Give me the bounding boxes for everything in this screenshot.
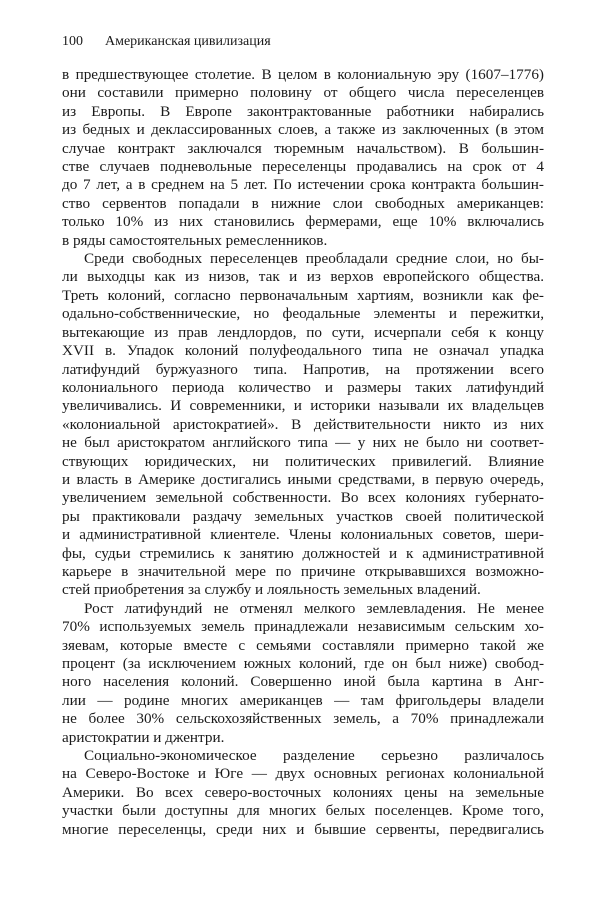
- text-line: латифундий буржуазного типа. Напротив, на протяжении всего: [62, 360, 544, 378]
- paragraph: [62, 66, 544, 250]
- text-line: только 10% из них становились фермерами, еще 10% включались: [62, 213, 544, 231]
- text-line: увеличивались. И современники, и историки называли их владельцев: [62, 397, 544, 415]
- text-line: Америки. Во всех северо-восточных колониях цены на земельные: [62, 783, 544, 801]
- text-line: из бедных и деклассированных слоев, а также из заключенных (в этом: [62, 121, 544, 139]
- text-line: Среди свободных переселенцев преобладали средние слои, но бы-: [84, 250, 544, 268]
- paragraph: [62, 747, 544, 839]
- text-line: XVII в. Упадок колоний полуфеодального типа не означал упадка: [62, 342, 544, 360]
- text-line: стей приобретения за службу и лояльность земельных владений.: [62, 581, 481, 599]
- body-text: [62, 66, 544, 839]
- running-header: [62, 34, 271, 50]
- text-line: колониального периода количество и размеры таких латифундий: [62, 378, 544, 396]
- paragraph: [62, 250, 544, 600]
- text-line: 70% используемых земель принадлежали независимым сельским хо-: [62, 618, 544, 636]
- text-line: из Европы. В Европе законтрактованные работники набирались: [62, 102, 544, 120]
- text-line: ры практиковали раздачу земельных участков своей политической: [62, 507, 544, 525]
- page-number: 100: [62, 34, 83, 49]
- running-title: Американская цивилизация: [105, 34, 271, 49]
- text-line: вытекающие из прав лендлордов, по сути, исчерпали себя к концу: [62, 323, 544, 341]
- text-line: и административной клиентеле. Члены колониальных советов, шери-: [62, 526, 544, 544]
- text-line: ного населения колоний. Совершенно иной была картина в Анг-: [62, 673, 544, 691]
- text-line: лии — родине многих американцев — там фригольдеры владели: [62, 691, 544, 709]
- text-line: на Северо-Востоке и Юге — двух основных регионах колониальной: [62, 765, 544, 783]
- text-line: до 7 лет, а в среднем на 5 лет. По истечении срока контракта большин-: [62, 176, 544, 194]
- text-line: аристократии и джентри.: [62, 728, 225, 746]
- text-line: они составили примерно половину от общего числа переселенцев: [62, 84, 544, 102]
- text-line: многие переселенцы, среди них и бывшие сервенты, передвигались: [62, 820, 544, 838]
- text-line: карьере в значительной мере по причине открывавшихся возможно-: [62, 562, 544, 580]
- text-line: зяевам, которые вместе с семьями составляли примерно такой же: [62, 636, 544, 654]
- text-line: ли выходцы как из низов, так и из верхов европейского общества.: [62, 268, 544, 286]
- text-line: стве случаев подневольные переселенцы продавались на срок от 4: [62, 158, 544, 176]
- paragraph: [62, 600, 544, 747]
- text-line: Социально-экономическое разделение серьезно различалось: [84, 747, 544, 765]
- text-line: участки были доступны для многих белых поселенцев. Кроме того,: [62, 802, 544, 820]
- text-line: увеличением земельной собственности. Во всех колониях губернато-: [62, 489, 544, 507]
- text-line: случае контракт заключался тюремным начальством). В большин-: [62, 139, 544, 157]
- text-line: в ряды самостоятельных ремесленников.: [62, 231, 328, 249]
- text-line: Рост латифундий не отменял мелкого землевладения. Не менее: [84, 599, 544, 617]
- text-line: процент (за исключением южных колоний, где он был ниже) свобод-: [62, 655, 544, 672]
- text-line: одально-собственнические, но феодальные элементы и пережитки,: [62, 305, 544, 323]
- text-line: Треть колоний, согласно первоначальным хартиям, возникли как фе-: [62, 286, 544, 304]
- text-line: фы, судьи стремились к занятию должностей и к административной: [62, 544, 544, 562]
- text-line: ство сервентов попадали в нижние слои свободных американцев:: [62, 194, 544, 212]
- text-line: ствующих юридических, ни политических привилегий. Влияние: [62, 452, 544, 470]
- text-line: не был аристократом английского типа — у них не было ни соответ-: [62, 434, 544, 452]
- text-line: в предшествующее столетие. В целом в колониальную эру (1607–1776): [62, 66, 544, 83]
- text-line: «колониальной аристократией». В действительности никто из них: [62, 415, 544, 433]
- text-line: не более 30% сельскохозяйственных земель, а 70% принадлежали: [62, 710, 544, 728]
- text-line: и власть в Америке достигались иными средствами, в первую очередь,: [62, 470, 544, 488]
